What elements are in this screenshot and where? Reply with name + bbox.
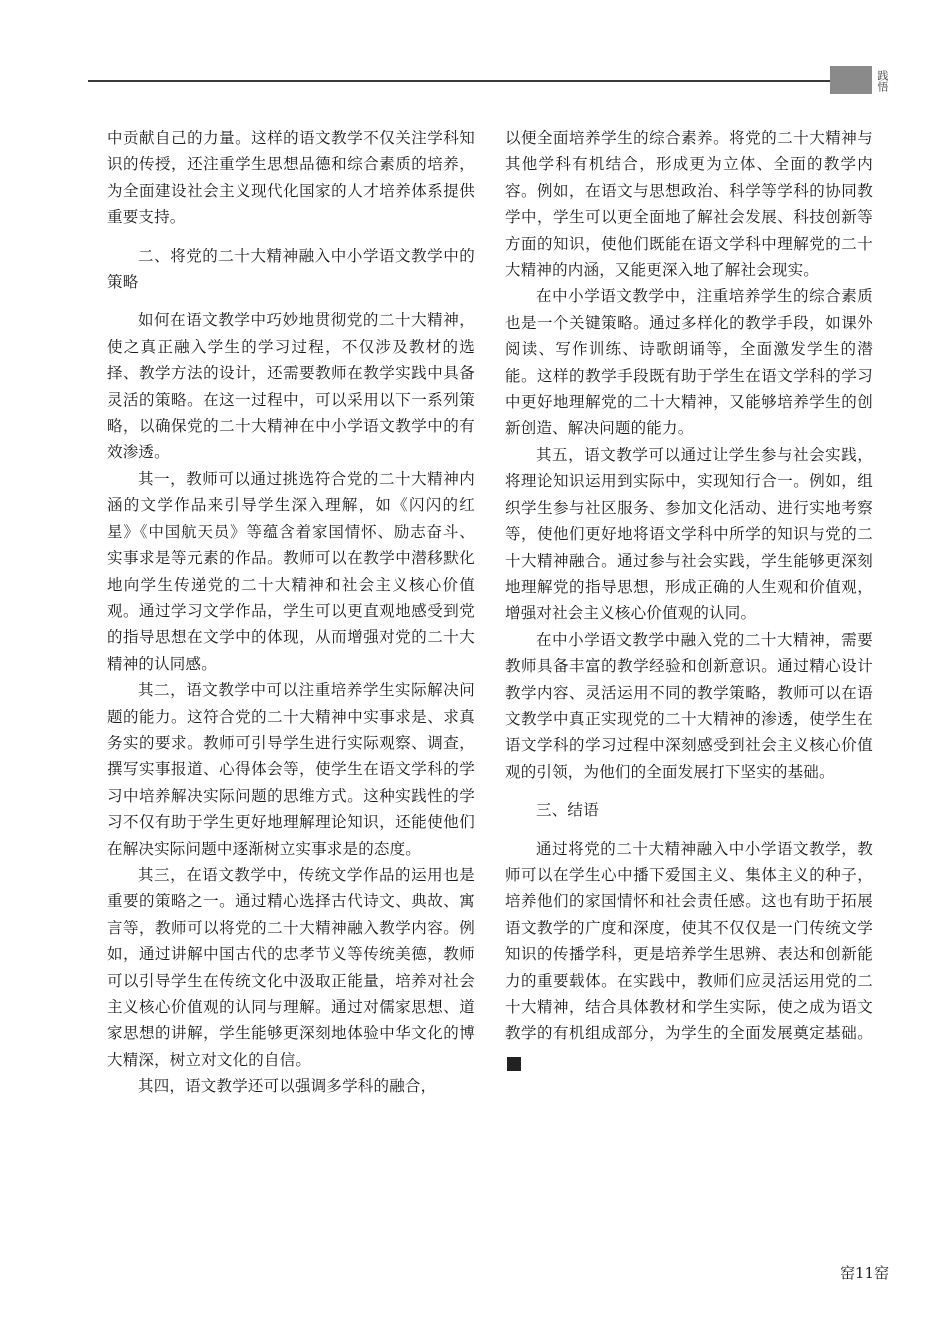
left-column: [107, 125, 475, 1100]
end-of-article-mark: ※: [507, 1057, 521, 1071]
right-paragraph-1: 以便全面培养学生的综合素养。将党的二十大精神与其他学科有机结合，形成更为立体、全面的教学内容。例如，在语文与思想政治、科学等学科的协同教学中，学生可以更全面地了解社会发展、科技创新等方面的知识，使他们既能在语文学科中理解党的二十大精神的内涵，又能更深入地了解社会现实。: [505, 129, 873, 280]
header-rule: [88, 80, 830, 82]
header-tab-block: [830, 66, 872, 94]
conclusion-text: 通过将党的二十大精神融入中小学语文教学，教师可以在学生心中播下爱国主义、集体主义的种子，培养他们的家国情怀和社会责任感。这也有助于拓展语文教学的广度和深度，使其不仅仅是一门传统文学知识的传播学科，更是培养学生思辨、表达和创新能力的重要载体。在实践中，教师们应灵活运用党的二十大精神，结合具体教材和学生实际，使之成为语文教学的有机组成部分，为学生的全面发展奠定基础。: [505, 839, 873, 1043]
header-section-label: 践悟: [876, 70, 889, 92]
left-paragraph-3: 其一，教师可以通过挑选符合党的二十大精神内涵的文学作品来引导学生深入理解，如《闪闪的红星》《中国航天员》等蕴含着家国情怀、励志奋斗、实事求是等元素的作品。教师可以在教学中潜移默化地向学生传递党的二十大精神和社会主义核心价值观。通过学习文学作品，学生可以更直观地感受到党的指导思想在文学中的体现，从而增强对党的二十大精神的认同感。: [107, 469, 475, 673]
section-heading-2: 二、将党的二十大精神融入中小学语文教学中的策略: [107, 246, 475, 292]
right-column: [505, 125, 873, 1073]
right-paragraph-2: 在中小学语文教学中，注重培养学生的综合素质也是一个关键策略。通过多样化的教学手段，如课外阅读、写作训练、诗歌朗诵等，全面激发学生的潜能。这样的教学手段既有助于学生在语文学科的学习中更好地理解党的二十大精神，又能够培养学生的创新创造、解决问题的能力。: [505, 287, 873, 438]
page-number: 窑11窑: [840, 1264, 890, 1282]
left-paragraph-6: 其四，语文教学还可以强调多学科的融合，: [138, 1077, 437, 1096]
section-heading-3: 三、结语: [536, 801, 599, 820]
left-paragraph-4: 其二，语文教学中可以注重培养学生实际解决问题的能力。这符合党的二十大精神中实事求是、求真务实的要求。教师可引导学生进行实际观察、调查，撰写实事报道、心得体会等，使学生在语文学科的学习中培养解决实际问题的思维方式。这种实践性的学习不仅有助于学生更好地理解理论知识，还能使他们在解决实际问题中逐渐树立实事求是的态度。: [107, 681, 475, 858]
right-paragraph-4: 在中小学语文教学中融入党的二十大精神，需要教师具备丰富的教学经验和创新意识。通过精心设计教学内容、灵活运用不同的教学策略，教师可以在语文教学中真正实现党的二十大精神的渗透，使学生在语文学科的学习过程中深刻感受到社会主义核心价值观的引领，为他们的全面发展打下坚实的基础。: [505, 630, 873, 781]
left-paragraph-1: 中贡献自己的力量。这样的语文教学不仅关注学科知识的传授，还注重学生思想品德和综合素质的培养，为全面建设社会主义现代化国家的人才培养体系提供重要支持。: [107, 129, 475, 227]
left-paragraph-5: 其三，在语文教学中，传统文学作品的运用也是重要的策略之一。通过精心选择古代诗文、典故、寓言等，教师可以将党的二十大精神融入教学内容。例如，通过讲解中国古代的忠孝节义等传统美德，教师可以引导学生在传统文化中汲取正能量，培养对社会主义核心价值观的认同与理解。通过对儒家思想、道家思想的讲解，学生能够更深刻地体验中华文化的博大精深，树立对文化的自信。: [107, 865, 475, 1069]
right-paragraph-5: [505, 836, 873, 1074]
right-paragraph-3: 其五，语文教学可以通过让学生参与社会实践，将理论知识运用到实际中，实现知行合一。例如，组织学生参与社区服务、参加文化活动、进行实地考察等，使他们更好地将语文学科中所学的知识与党的二十大精神融合。通过参与社会实践，学生能够更深刻地理解党的指导思想，形成正确的人生观和价值观，增强对社会主义核心价值观的认同。: [505, 445, 873, 623]
left-paragraph-2: 如何在语文教学中巧妙地贯彻党的二十大精神，使之真正融入学生的学习过程，不仅涉及教材的选择、教学方法的设计，还需要教师在教学实践中具备灵活的策略。在这一过程中，可以采用以下一系列策略，以确保党的二十大精神在中小学语文教学中的有效渗透。: [107, 311, 475, 462]
